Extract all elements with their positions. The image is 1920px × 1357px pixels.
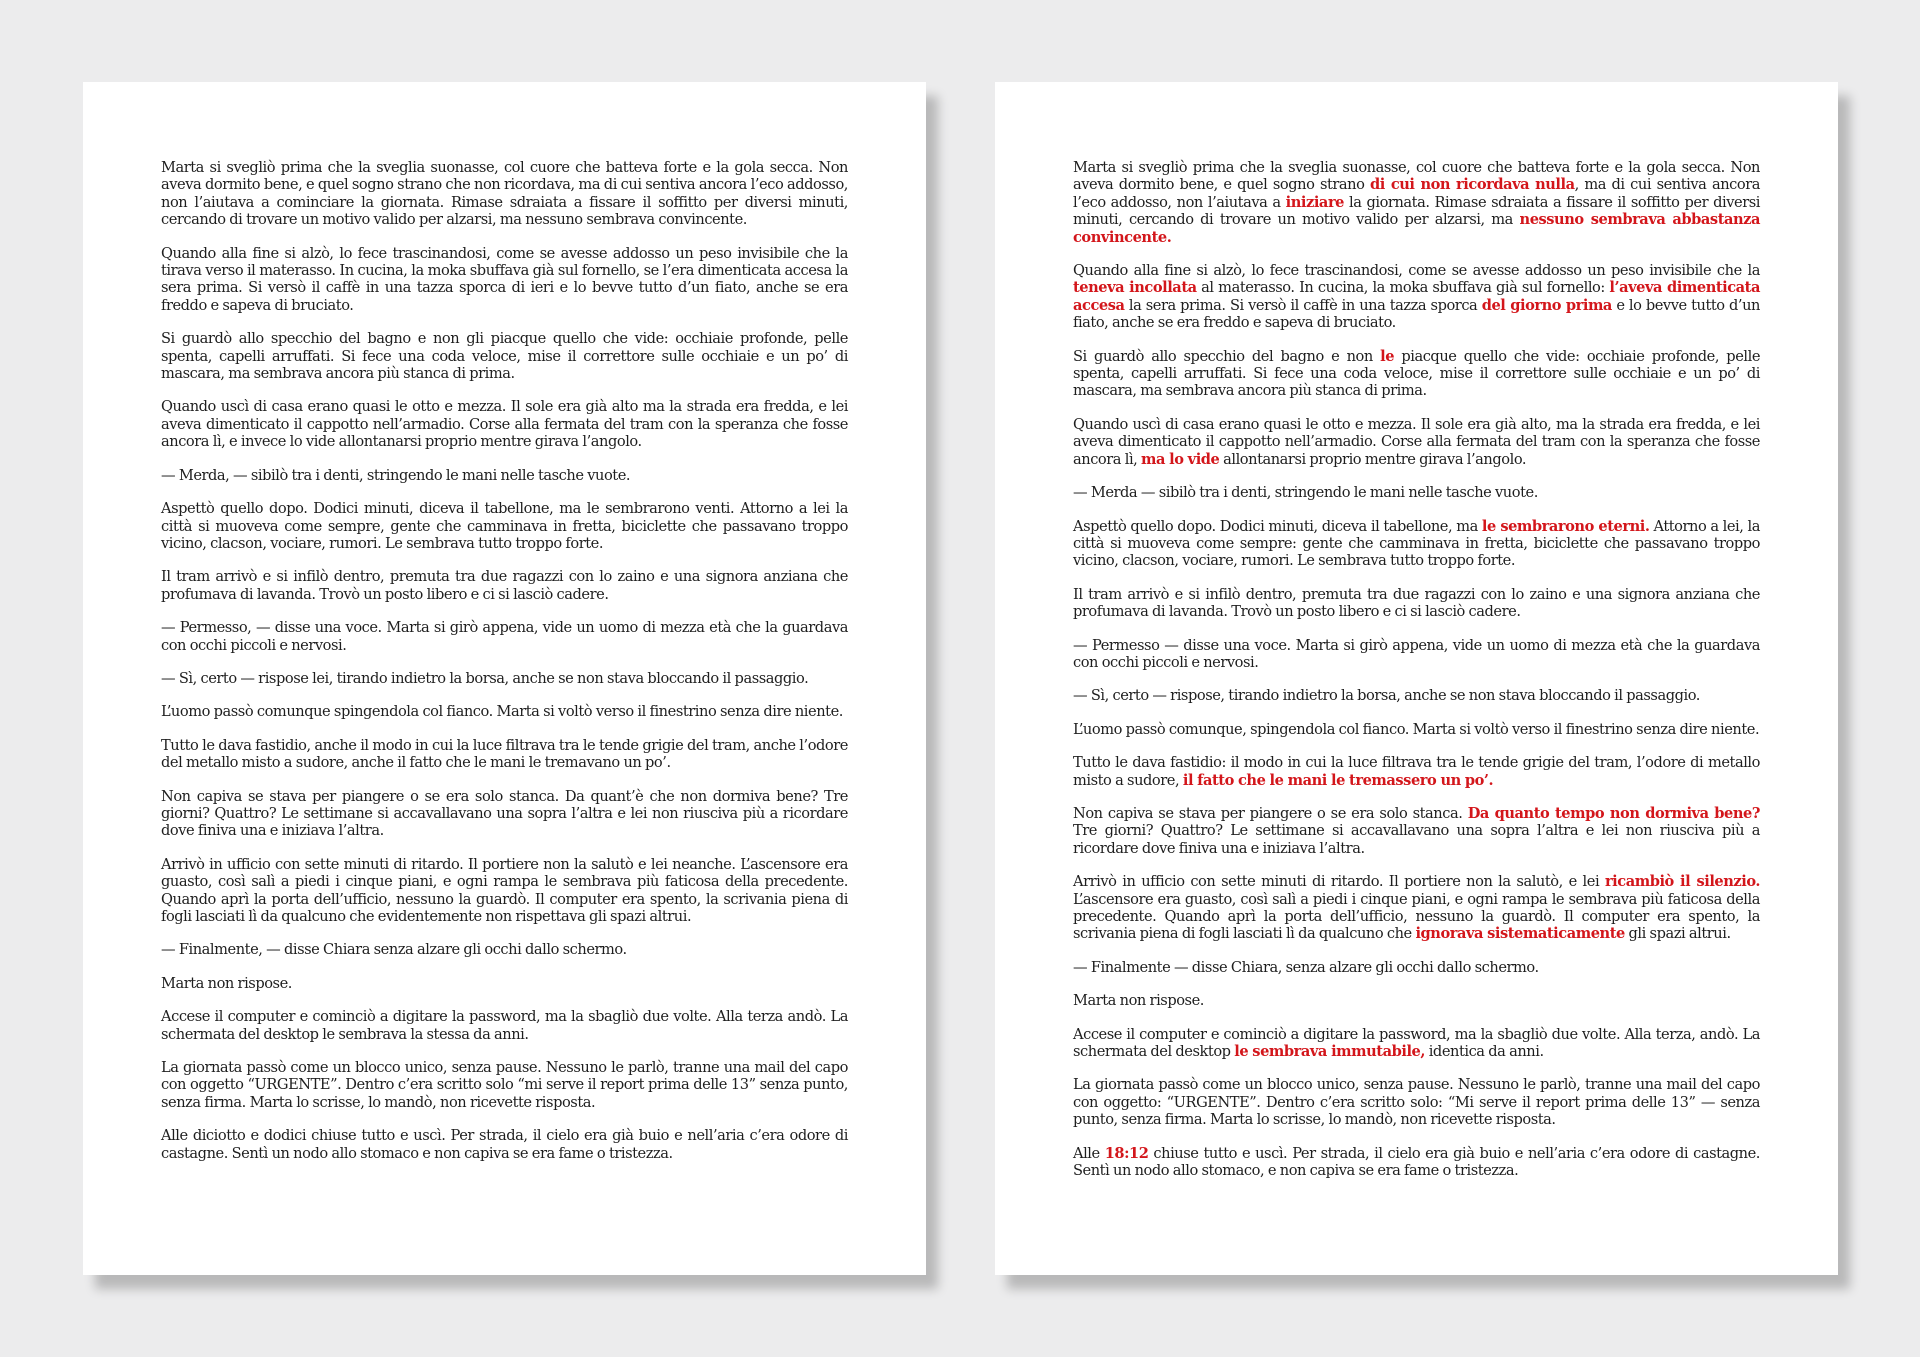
highlighted-edit: Da quanto tempo non dormiva bene? [1467, 804, 1760, 822]
text-segment: identica da anni. [1425, 1043, 1544, 1061]
revised-paragraph [1073, 754, 1760, 789]
text-segment: al materasso. In cucina, la moka sbuffava già sul fornello: [1196, 279, 1610, 297]
revised-paragraph [1073, 959, 1760, 976]
original-paragraph: — Finalmente, — disse Chiara senza alzare gli occhi dallo schermo. [161, 941, 627, 959]
revised-paragraph [1073, 805, 1760, 857]
highlighted-edit: ma lo vide [1141, 450, 1220, 468]
original-paragraph: Marta non rispose. [161, 974, 292, 992]
revised-page [995, 82, 1838, 1275]
highlighted-edit: le sembrarono eterni. [1481, 517, 1650, 535]
text-segment: Accese il computer e cominciò a digitare la password, ma la sbagliò due volte. Alla terza, andò. La schermata del desktop [1073, 1025, 1760, 1061]
original-paragraph: Tutto le dava fastidio, anche il modo in cui la luce filtrava tra le tende grigie del tram, anche l’odore del metallo misto a sudore, anche il fatto che le mani le tremavano un po’. [161, 736, 848, 772]
revised-paragraph [1073, 637, 1760, 672]
highlighted-edit: ignorava sistematicamente [1415, 925, 1625, 943]
revised-paragraph [1073, 586, 1760, 621]
text-segment: Quando alla fine si alzò, lo fece trascinandosi, come se avesse addosso un peso invisibile che la [1073, 262, 1760, 280]
original-paragraph: Accese il computer e cominciò a digitare la password, ma la sbagliò due volte. Alla terza andò. La schermata del desktop le sembrava la stessa da anni. [161, 1008, 848, 1043]
text-segment: Il tram arrivò e si infilò dentro, premuta tra due ragazzi con lo zaino e una signora anziana che profumava di lavanda. Trovò un posto libero e ci si lasciò cadere. [1073, 585, 1760, 621]
text-segment: Quando uscì di casa erano quasi le otto e mezza. Il sole era già alto, ma la strada era fredda, e lei aveva dimenticato il cappotto nell’armadio. Corse alla fermata del tram con la speranza che fosse ancora lì, [1073, 415, 1760, 468]
highlighted-edit: il fatto che le mani le tremassero un po’. [1182, 771, 1494, 789]
revised-text [1073, 159, 1760, 1195]
original-paragraph: Non capiva se stava per piangere o se era solo stanca. Da quant’è che non dormiva bene? Tre giorni? Quattro? Le settimane si accavallavano una sopra l’altra e lei non riusciva più a ricordare dove finiva una e iniziava l’altra. [161, 787, 848, 840]
original-paragraph: Quando uscì di casa erano quasi le otto e mezza. Il sole era già alto ma la strada era fredda, e lei aveva dimenticato il cappotto nell’armadio. Corse alla fermata del tram con la speranza che fosse ancora lì, e invece lo vide allontanarsi proprio mentre girava l’angolo. [161, 398, 848, 451]
revised-paragraph [1073, 416, 1760, 468]
text-segment: , ma di cui sentiva ancora l’eco addosso, non l’aiutava a [1073, 176, 1760, 211]
text-segment: La giornata passò come un blocco unico, senza pause. Nessuno le parlò, tranne una mail del capo con oggetto: “URGENTE”. Dentro c’era scritto solo: “Mi serve il report prima delle 13” — senza punto, senza firma. Marta lo scrisse, lo mandò, non ricevette risposta. [1073, 1076, 1760, 1129]
revised-paragraph [1073, 484, 1760, 501]
original-paragraph: Si guardò allo specchio del bagno e non gli piacque quello che vide: occhiaie profonde, pelle spenta, capelli arruffati. Si fece una coda veloce, mise il correttore sulle occhiaie e un po’ di mascara, ma sembrava ancora più stanca di prima. [161, 330, 848, 383]
original-paragraph: — Merda, — sibilò tra i denti, stringendo le mani nelle tasche vuote. [161, 466, 631, 484]
highlighted-edit: teneva incollata [1073, 279, 1197, 297]
text-segment: Tutto le dava fastidio: il modo in cui la luce filtrava tra le tende grigie del tram, l’odore di metallo misto a sudore, [1073, 754, 1760, 789]
text-segment: — Finalmente — disse Chiara, senza alzare gli occhi dallo schermo. [1073, 958, 1539, 976]
revised-paragraph [1073, 1076, 1760, 1128]
revised-paragraph [1073, 262, 1760, 332]
original-paragraph: Quando alla fine si alzò, lo fece trascinandosi, come se avesse addosso un peso invisibile che la tirava verso il materasso. In cucina, la moka sbuffava già sul fornello, se l’era dimenticata accesa la sera prima. Si versò il caffè in una tazza sporca di ieri e lo bevve tutto d’un fiato, anche se era freddo e sapeva di bruciato. [161, 244, 848, 314]
revised-paragraph [1073, 518, 1760, 570]
highlighted-edit: ricambiò il silenzio. [1604, 873, 1760, 891]
text-segment: la giornata. Rimase sdraiata a fissare il soffitto per diversi minuti, cercando di trovare un motivo valido per alzarsi, ma [1073, 193, 1761, 229]
original-paragraph: La giornata passò come un blocco unico, senza pause. Nessuno le parlò, tranne una mail del capo con oggetto “URGENTE”. Dentro c’era scritto solo “mi serve il report prima delle 13” senza punto, senza firma. Marta lo scrisse, lo mandò, non ricevette risposta. [161, 1059, 848, 1111]
text-segment: Marta si svegliò prima che la sveglia suonasse, col cuore che batteva forte e la gola secca. Non aveva dormito bene, e quel sogno strano [1073, 159, 1760, 194]
text-segment: Alle [1073, 1144, 1105, 1162]
revised-paragraph [1073, 873, 1760, 943]
revised-paragraph [1073, 1026, 1760, 1061]
revised-paragraph [1073, 992, 1760, 1009]
text-segment: Marta non rispose. [1073, 992, 1204, 1010]
highlighted-edit: nessuno sembrava abbastanza convincente. [1073, 211, 1761, 246]
highlighted-edit: le [1380, 347, 1395, 365]
text-segment: L’uomo passò comunque, spingendola col fianco. Marta si voltò verso il finestrino senza dire niente. [1073, 720, 1760, 738]
original-paragraph: — Permesso, — disse una voce. Marta si girò appena, vide un uomo di mezza età che la guardava con occhi piccoli e nervosi. [161, 619, 848, 654]
text-segment: piacque quello che vide: occhiaie profonde, pelle spenta, capelli arruffati. Si fece una coda veloce, mise il correttore sulle occhiaie e un po’ di mascara, ma sembrava ancora più stanca di prima. [1073, 347, 1761, 400]
text-segment: Arrivò in ufficio con sette minuti di ritardo. Il portiere non la salutò, e lei [1073, 873, 1605, 891]
original-paragraph: — Sì, certo — rispose lei, tirando indietro la borsa, anche se non stava bloccando il passaggio. [161, 669, 809, 687]
original-paragraph: Il tram arrivò e si infilò dentro, premuta tra due ragazzi con lo zaino e una signora anziana che profumava di lavanda. Trovò un posto libero e ci si lasciò cadere. [161, 568, 848, 603]
original-page [83, 82, 926, 1275]
highlighted-edit: l’aveva dimenticata accesa [1073, 279, 1760, 314]
text-segment: chiuse tutto e uscì. Per strada, il cielo era già buio e nell’aria c’era odore di castagne. Sentì un nodo allo stomaco, e non capiva se era fame o tristezza. [1073, 1144, 1761, 1180]
text-segment: Non capiva se stava per piangere o se era solo stanca. [1073, 804, 1468, 822]
original-text [161, 159, 848, 1178]
highlighted-edit: le sembrava immutabile, [1234, 1043, 1426, 1061]
original-paragraph: L’uomo passò comunque spingendola col fianco. Marta si voltò verso il finestrino senza dire niente. [161, 703, 843, 721]
revised-paragraph [1073, 348, 1760, 400]
revised-paragraph [1073, 1145, 1760, 1180]
text-segment: gli spazi altrui. [1624, 925, 1731, 943]
text-segment: e lo bevve tutto d’un fiato, anche se era freddo e sapeva di bruciato. [1073, 296, 1760, 332]
original-paragraph: Marta si svegliò prima che la sveglia suonasse, col cuore che batteva forte e la gola secca. Non aveva dormito bene, e quel sogno strano che non ricordava, ma di cui sentiva ancora l’eco addosso, non l’aiutava a cominciare la giornata. Rimase sdraiata a fissare il soffitto per diversi minuti, cercando di trovare un motivo valido per alzarsi, ma nessuno sembrava convincente. [161, 159, 848, 229]
text-segment: L’ascensore era guasto, così salì a piedi i cinque piani, e ogni rampa le sembrava più faticosa della precedente. Quando aprì la porta dell’ufficio, nessuno la guardò. Il computer era spento, la scrivania piena di fogli lasciati lì da qualcuno che [1073, 890, 1760, 943]
text-segment: Aspettò quello dopo. Dodici minuti, diceva il tabellone, ma [1073, 517, 1482, 535]
revised-paragraph [1073, 721, 1760, 738]
text-segment: allontanarsi proprio mentre girava l’angolo. [1219, 450, 1527, 468]
highlighted-edit: 18:12 [1104, 1144, 1149, 1162]
highlighted-edit: iniziare [1285, 193, 1345, 211]
text-segment: — Sì, certo — rispose, tirando indietro la borsa, anche se non stava bloccando il passaggio. [1073, 687, 1700, 705]
revised-paragraph [1073, 687, 1760, 704]
text-segment: la sera prima. Si versò il caffè in una tazza sporca [1124, 296, 1482, 314]
text-segment: Tre giorni? Quattro? Le settimane si accavallavano una sopra l’altra e lei non riusciva più a ricordare dove finiva una e iniziava l’altra. [1073, 822, 1760, 857]
text-segment: — Permesso — disse una voce. Marta si girò appena, vide un uomo di mezza età che la guardava con occhi piccoli e nervosi. [1073, 636, 1760, 671]
text-segment: Attorno a lei, la città si muoveva come sempre: gente che camminava in fretta, biciclette che passavano troppo vicino, clacson, vociare, rumori. Le sembrava tutto troppo forte. [1073, 517, 1760, 570]
text-segment: Si guardò allo specchio del bagno e non [1073, 347, 1381, 365]
original-paragraph: Aspettò quello dopo. Dodici minuti, diceva il tabellone, ma le sembrarono venti. Attorno a lei la città si muoveva come sempre, gente che camminava in fretta, biciclette che passavano troppo vicino, clacson, vociare, rumori. Le sembrava tutto troppo forte. [161, 500, 848, 552]
highlighted-edit: del giorno prima [1481, 296, 1612, 314]
text-segment: — Merda — sibilò tra i denti, stringendo le mani nelle tasche vuote. [1073, 484, 1538, 502]
original-paragraph: Arrivò in ufficio con sette minuti di ritardo. Il portiere non la salutò e lei neanche. L’ascensore era guasto, così salì a piedi i cinque piani, e ogni rampa le sembrava più faticosa della precedente. Quando aprì la porta dell’ufficio, nessuno la guardò. Il computer era spento, la scrivania piena di fogli lasciati lì da qualcuno che evidentemente non rispettava gli spazi altrui. [161, 855, 848, 925]
original-paragraph: Alle diciotto e dodici chiuse tutto e uscì. Per strada, il cielo era già buio e nell’aria c’era odore di castagne. Sentì un nodo allo stomaco e non capiva se era fame o tristezza. [161, 1127, 848, 1162]
highlighted-edit: di cui non ricordava nulla [1370, 176, 1575, 194]
revised-paragraph [1073, 159, 1760, 246]
